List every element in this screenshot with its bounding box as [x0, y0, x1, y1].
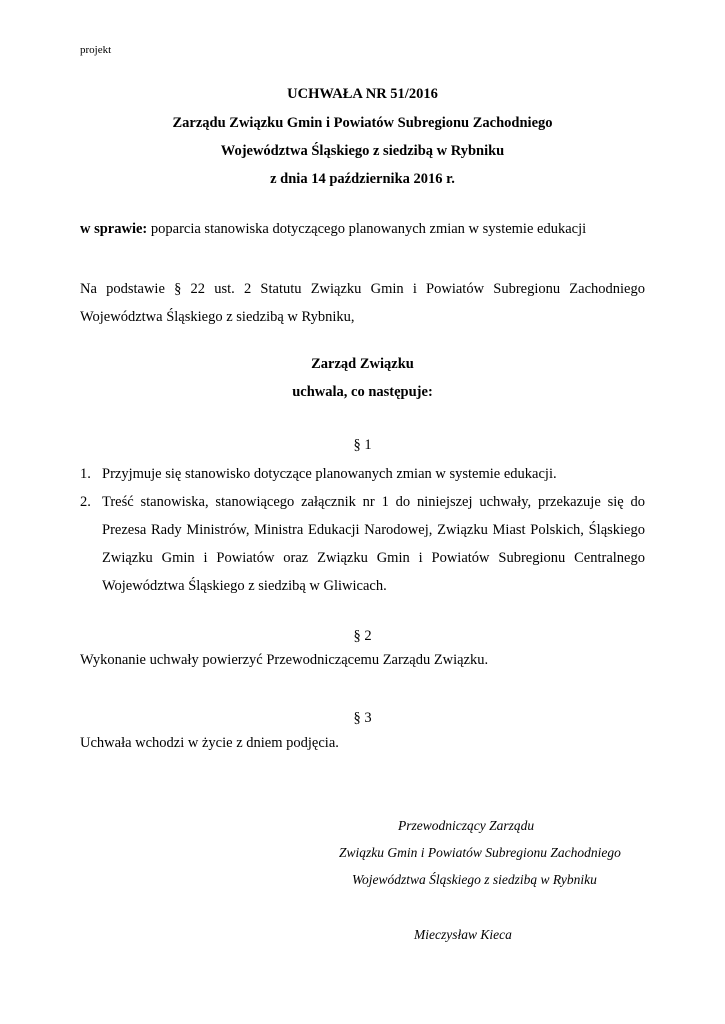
section-3-text: Uchwała wchodzi w życie z dniem podjęcia. [80, 735, 339, 751]
list-item-number: 2. [80, 494, 91, 510]
subject-line [80, 221, 586, 238]
list-item [80, 488, 645, 600]
resolution-date: z dnia 14 października 2016 r. [270, 171, 455, 187]
signature-title: Przewodniczący Zarządu [398, 818, 535, 833]
council-heading: Zarząd Związku [311, 356, 414, 372]
signature-org-line-1: Związku Gmin i Powiatów Subregionu Zachodniego [339, 845, 621, 860]
council-resolves: uchwala, co następuje: [292, 384, 433, 400]
subject-text: poparcia stanowiska dotyczącego planowanych zmian w systemie edukacji [147, 221, 587, 237]
section-heading-2: § 2 [353, 628, 372, 644]
list-item [80, 460, 645, 488]
resolution-number: UCHWAŁA NR 51/2016 [287, 86, 438, 102]
signature-org-line-2: Województwa Śląskiego z siedzibą w Rybniku [352, 872, 597, 887]
list-item-text: Treść stanowiska, stanowiącego załącznik nr 1 do niniejszej uchwały, przekazuje się do Prezesa Rady Ministrów, Ministra Edukacji Narodowej, Związku Miast Polskich, Śląskiego Związku Gmin i Powiatów oraz Związku Gmin i Powiatów Subregionu Centralnego Województwa Śląskiego z siedzibą w Gliwicach. [102, 494, 645, 594]
signatory-name: Mieczysław Kieca [414, 927, 512, 942]
issuer-line-2: Województwa Śląskiego z siedzibą w Rybniku [220, 143, 505, 159]
issuer-line-1: Zarządu Związku Gmin i Powiatów Subregionu Zachodniego [172, 115, 553, 131]
list-item-number: 1. [80, 466, 91, 482]
list-item-text: Przyjmuje się stanowisko dotyczące planowanych zmian w systemie edukacji. [102, 466, 557, 482]
section-heading-3: § 3 [353, 710, 372, 726]
legal-basis: Na podstawie § 22 ust. 2 Statutu Związku Gmin i Powiatów Subregionu Zachodniego Województwa Śląskiego z siedzibą w Rybniku, [80, 281, 645, 325]
section-heading-1: § 1 [353, 437, 372, 453]
draft-label: projekt [80, 44, 112, 56]
subject-label: w sprawie: [80, 221, 148, 237]
section-2-text: Wykonanie uchwały powierzyć Przewodniczącemu Zarządu Związku. [80, 652, 489, 668]
